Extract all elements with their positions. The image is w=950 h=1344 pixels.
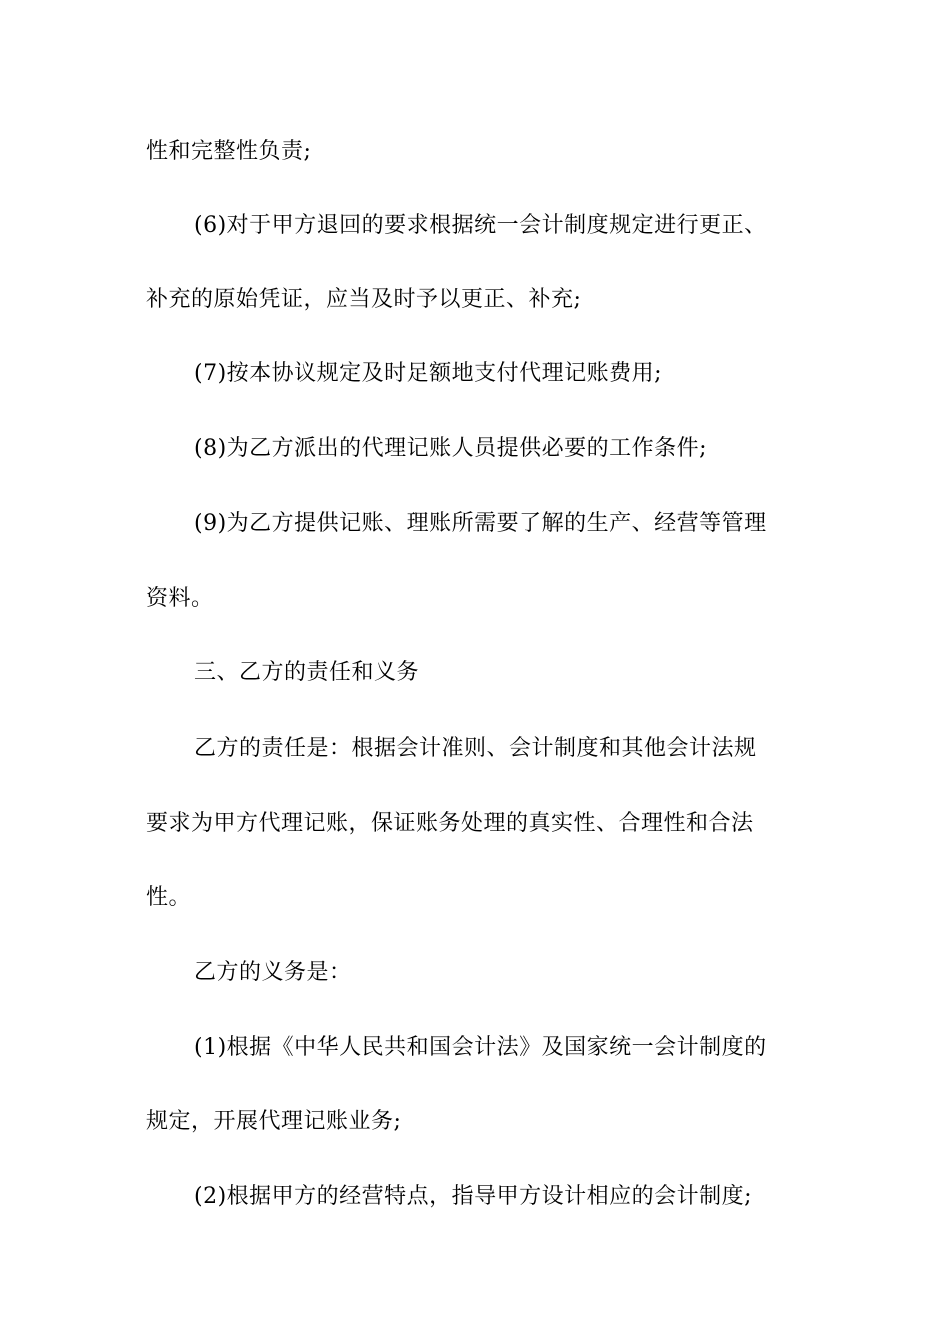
text-line: 规定，开展代理记账业务;	[146, 1109, 402, 1134]
text-line: 补充的原始凭证，应当及时予以更正、补充;	[146, 287, 582, 312]
text-line: (7)按本协议规定及时足额地支付代理记账费用;	[194, 361, 663, 386]
section-heading: 三、乙方的责任和义务	[194, 660, 420, 685]
text-line: (1)根据《中华人民共和国会计法》及国家统一会计制度的	[194, 1035, 767, 1060]
text-line: 性。	[146, 885, 192, 910]
text-line: 资料。	[146, 586, 214, 611]
text-line: (9)为乙方提供记账、理账所需要了解的生产、经营等管理	[194, 511, 767, 536]
text-line: 乙方的责任是：根据会计准则、会计制度和其他会计法规	[194, 736, 757, 761]
text-line: (2)根据甲方的经营特点，指导甲方设计相应的会计制度;	[194, 1184, 753, 1209]
text-line: 乙方的义务是：	[194, 960, 352, 985]
text-line: (6)对于甲方退回的要求根据统一会计制度规定进行更正、	[194, 213, 767, 238]
text-line: 要求为甲方代理记账，保证账务处理的真实性、合理性和合法	[146, 811, 754, 836]
text-line: 性和完整性负责;	[146, 139, 312, 164]
text-line: (8)为乙方派出的代理记账人员提供必要的工作条件;	[194, 436, 708, 461]
